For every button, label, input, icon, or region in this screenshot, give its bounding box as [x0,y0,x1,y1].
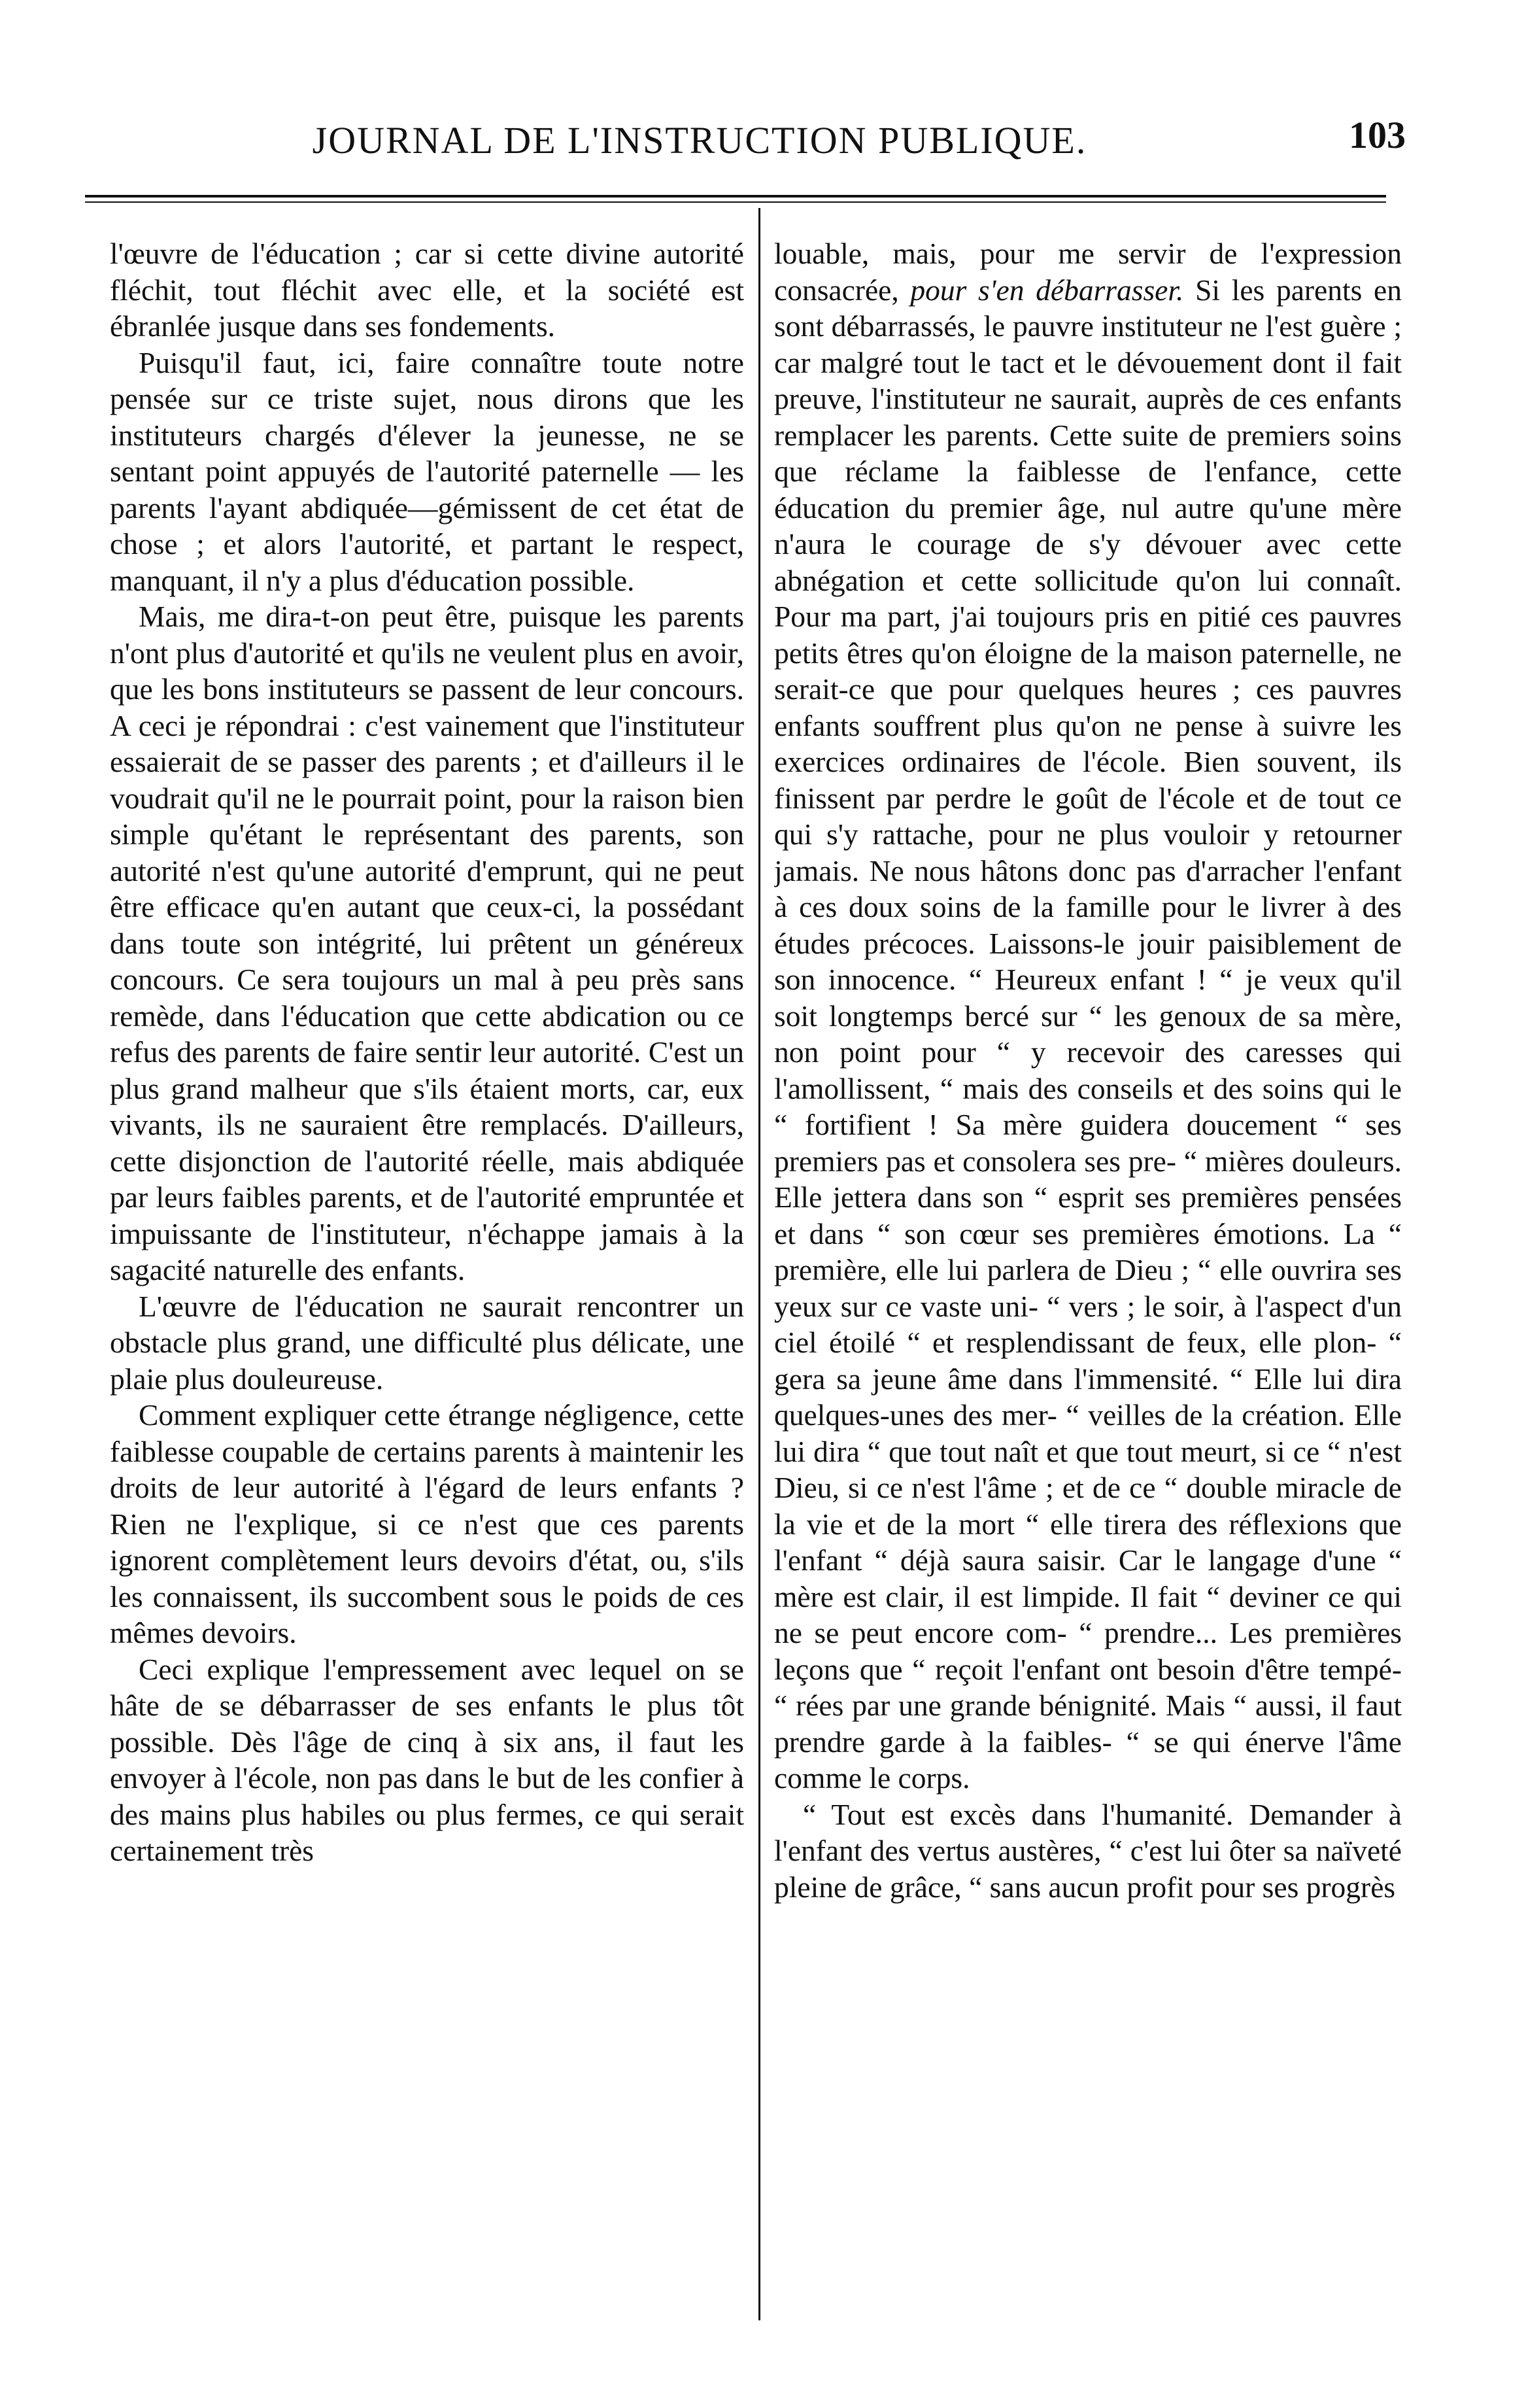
paragraph: l'œuvre de l'éducation ; car si cette divine autorité fléchit, tout fléchit avec elle, et la société est ébranlée jusque dans ses fondements. [110,237,744,343]
left-column [110,235,744,2328]
header-rule-thin [85,201,1386,203]
paragraph-text: louable, mais, pour me servir de l'expression consacrée, [774,237,1402,307]
italic-phrase: pour s'en débarrasser. [910,273,1184,307]
paragraph: Ceci explique l'empressement avec lequel on se hâte de se débarrasser de ses enfants le plus tôt possible. Dès l'âge de cinq à six ans, il faut les envoyer à l'école, non pas dans le but de les confier à des mains plus habiles ou plus fermes, ce qui serait certainement très [110,1652,744,1867]
paragraph: Puisqu'il faut, ici, faire connaître toute notre pensée sur ce triste sujet, nous dirons que les instituteurs chargés d'élever la jeunesse, ne se sentant point appuyés de l'autorité paternelle — les parents l'ayant abdiquée—gémissent de cet état de chose ; et alors l'autorité, et partant le respect, manquant, il n'y a plus d'éducation possible. [110,345,744,597]
paragraph: “ Tout est excès dans l'humanité. Demander à l'enfant des vertus austères, “ c'est lui ôter sa naïveté pleine de grâce, “ sans aucun profit pour ses progrès [774,1797,1402,1904]
header-rule-thick [85,195,1386,198]
paragraph: Mais, me dira-t-on peut être, puisque les parents n'ont plus d'autorité et qu'ils ne veulent plus en avoir, que les bons instituteurs se passent de leur concours. A ceci je répondrai : c'est vainement que l'instituteur essaierait de se passer des parents ; et d'ailleurs il le voudrait qu'il ne le pourrait point, pour la raison bien simple qu'étant le représentant des parents, son autorité n'est qu'une autorité d'emprunt, qui ne peut être efficace qu'en autant que ceux-ci, la possédant dans toute son intégrité, lui prêtent un généreux concours. Ce sera toujours un mal à peu près sans remède, dans l'éducation que cette abdication ou ce refus des parents de faire sentir leur autorité. C'est un plus grand malheur que s'ils étaient morts, car, eux vivants, ils ne sauraient être remplacés. D'ailleurs, cette disjonction de l'autorité réelle, mais abdiquée par leurs faibles parents, et de l'autorité empruntée et impuissante de l'instituteur, n'échappe jamais à la sagacité naturelle des enfants. [110,600,744,1286]
page-number: 103 [1349,114,1406,156]
running-header-title: JOURNAL DE L'INSTRUCTION PUBLIQUE. [312,119,1087,162]
paragraph [774,235,1402,1797]
paragraph: L'œuvre de l'éducation ne saurait rencontrer un obstacle plus grand, une difficulté plus délicate, une plaie plus douleureuse. [110,1289,744,1396]
paragraph-text: Si les parents en sont débarrassés, le pauvre instituteur ne l'est guère ; car malgré tout le tact et le dévouement dont il fait preuve, l'instituteur ne saurait, auprès de ces enfants remplacer les parents. Cette suite de premiers soins que réclame la faiblesse de l'enfance, cette éducation du premier âge, nul autre qu'une mère n'aura le courage de s'y dévouer avec cette abnégation et cette sollicitude qu'on lui connaît. Pour ma part, j'ai toujours pris en pitié ces pauvres petits êtres qu'on éloigne de la maison paternelle, ne serait-ce que pour quelques heures ; ces pauvres enfants souffrent plus qu'on ne pense à suivre les exercices ordinaires de l'école. Bien souvent, ils finissent par perdre le goût de l'école et de tout ce qui s'y rattache, pour ne plus vouloir y retourner jamais. Ne nous hâtons donc pas d'arracher l'enfant à ces doux soins de la famille pour le livrer à des études précoces. Laissons-le jouir paisiblement de son innocence. “ Heureux enfant ! “ je veux qu'il soit longtemps bercé sur “ les genoux de sa mère, non point pour “ y recevoir des caresses qui l'amollissent, “ mais des conseils et des soins qui le “ fortifient ! Sa mère guidera doucement “ ses premiers pas et consolera ses pre- “ mières douleurs. Elle jettera dans son “ esprit ses premières pensées et dans “ son cœur ses premières émotions. La “ première, elle lui parlera de Dieu ; “ elle ouvrira ses yeux sur ce vaste uni- “ vers ; le soir, à l'aspect d'un ciel étoilé “ et resplendissant de feux, elle plon- “ gera sa jeune âme dans l'immensité. “ Elle lui dira quelques-unes des mer- “ veilles de la création. Elle lui dira “ que tout naît et que tout meurt, si ce “ n'est Dieu, si ce n'est l'âme ; et de ce “ double miracle de la vie et de la mort “ elle tirera des réflexions que l'enfant “ déjà saura saisir. Car le langage d'une “ mère est clair, il est limpide. Il fait “ deviner ce qui ne se peut encore com- “ prendre... Les premières leçons que “ reçoit l'enfant ont besoin d'être tempé- “ rées par une grande bénignité. Mais “ aussi, il faut prendre garde à la faibles- “ se qui énerve l'âme comme le corps. [774,273,1402,1795]
right-column [774,235,1402,2328]
column-divider [758,208,760,2320]
paragraph: Comment expliquer cette étrange négligence, cette faiblesse coupable de certains parents à maintenir les droits de leur autorité à l'égard de leurs enfants ? Rien ne l'explique, si ce n'est que ces parents ignorent complètement leurs devoirs d'état, ou, s'ils les connaissent, ils succombent sous le poids de ces mêmes devoirs. [110,1398,744,1649]
